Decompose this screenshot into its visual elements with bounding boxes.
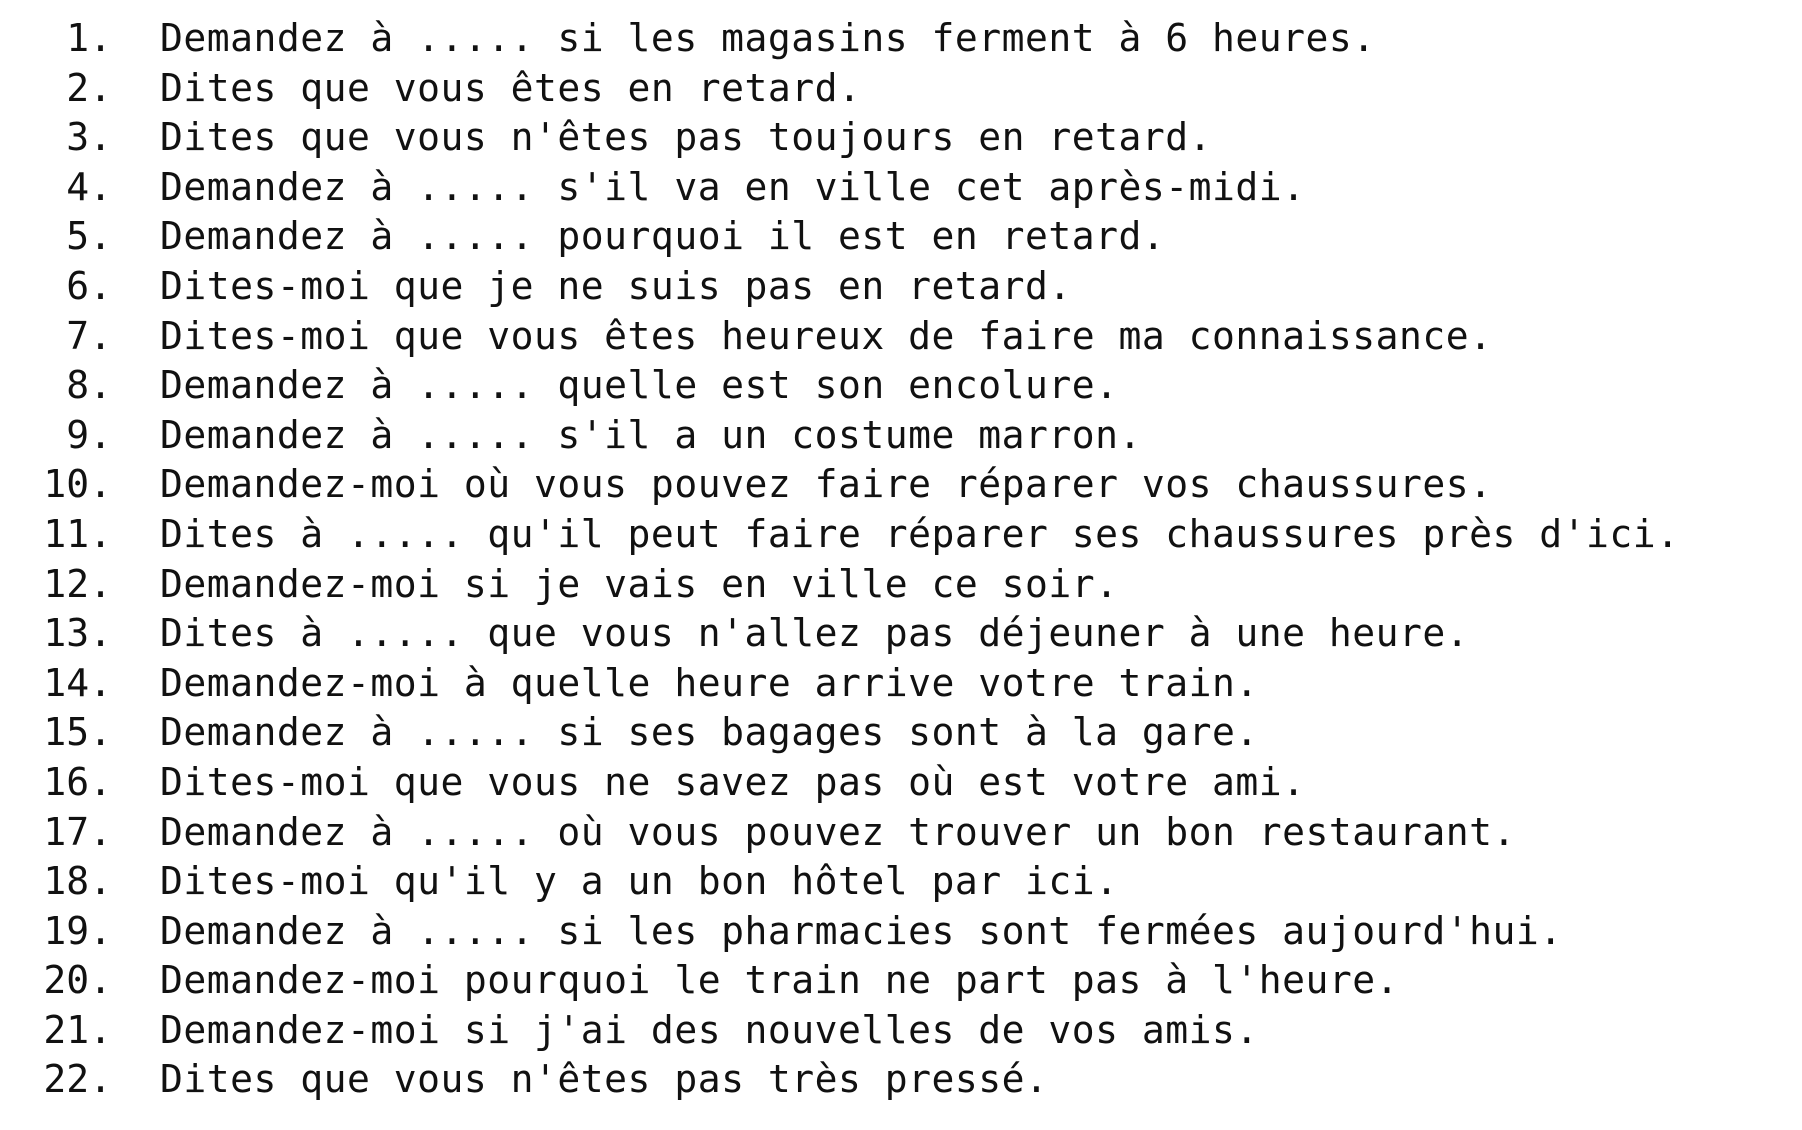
item-number: 5. xyxy=(66,214,112,259)
item-number: 3. xyxy=(66,115,112,160)
item-text: Dites-moi que vous êtes heureux de faire ma connaissance. xyxy=(160,313,1493,358)
item-text: Dites à ..... que vous n'allez pas déjeuner à une heure. xyxy=(160,611,1470,656)
list-item xyxy=(0,14,1802,64)
item-text: Demandez-moi si je vais en ville ce soir. xyxy=(160,561,1119,606)
item-text: Dites-moi qu'il y a un bon hôtel par ici. xyxy=(160,859,1119,904)
item-text: Demandez-moi si j'ai des nouvelles de vos amis. xyxy=(160,1007,1259,1052)
item-number: 6. xyxy=(66,263,112,308)
item-text: Demandez-moi à quelle heure arrive votre train. xyxy=(160,660,1259,705)
item-number: 12. xyxy=(43,561,112,606)
item-number: 10. xyxy=(43,462,112,507)
list-item xyxy=(0,758,1802,808)
item-text: Demandez à ..... s'il va en ville cet après-midi. xyxy=(160,164,1306,209)
item-number: 14. xyxy=(43,660,112,705)
item-text: Demandez-moi où vous pouvez faire réparer vos chaussures. xyxy=(160,462,1493,507)
item-text: Demandez-moi pourquoi le train ne part pas à l'heure. xyxy=(160,958,1400,1003)
list-item xyxy=(0,262,1802,312)
item-text: Demandez à ..... si les magasins ferment à 6 heures. xyxy=(160,16,1376,60)
list-item xyxy=(0,312,1802,362)
item-number: 2. xyxy=(66,65,112,110)
item-text: Demandez à ..... s'il a un costume marron. xyxy=(160,412,1142,457)
list-item xyxy=(0,560,1802,610)
list-item xyxy=(0,956,1802,1006)
list-item xyxy=(0,609,1802,659)
item-number: 18. xyxy=(43,859,112,904)
list-item xyxy=(0,64,1802,114)
list-item xyxy=(0,212,1802,262)
list-item xyxy=(0,113,1802,163)
list-item xyxy=(0,1006,1802,1056)
item-text: Dites-moi que vous ne savez pas où est votre ami. xyxy=(160,759,1306,804)
item-text: Demandez à ..... où vous pouvez trouver un bon restaurant. xyxy=(160,809,1516,854)
item-number: 1. xyxy=(66,16,112,60)
item-number: 9. xyxy=(66,412,112,457)
item-number: 8. xyxy=(66,363,112,408)
list-item xyxy=(0,808,1802,858)
list-item xyxy=(0,460,1802,510)
list-item xyxy=(0,411,1802,461)
list-item xyxy=(0,1055,1802,1105)
list-item xyxy=(0,361,1802,411)
item-number: 19. xyxy=(43,908,112,953)
item-number: 15. xyxy=(43,710,112,755)
item-number: 17. xyxy=(43,809,112,854)
exercise-list xyxy=(0,14,1802,1105)
item-text: Dites-moi que je ne suis pas en retard. xyxy=(160,263,1072,308)
item-text: Dites que vous n'êtes pas très pressé. xyxy=(160,1057,1049,1102)
item-number: 7. xyxy=(66,313,112,358)
list-item xyxy=(0,708,1802,758)
list-item xyxy=(0,907,1802,957)
item-number: 20. xyxy=(43,958,112,1003)
item-number: 13. xyxy=(43,611,112,656)
item-number: 21. xyxy=(43,1007,112,1052)
item-text: Demandez à ..... si ses bagages sont à la gare. xyxy=(160,710,1259,755)
item-text: Demandez à ..... si les pharmacies sont fermées aujourd'hui. xyxy=(160,908,1563,953)
item-number: 22. xyxy=(43,1057,112,1102)
list-item xyxy=(0,510,1802,560)
list-item xyxy=(0,857,1802,907)
item-number: 11. xyxy=(43,511,112,556)
list-item xyxy=(0,659,1802,709)
list-item xyxy=(0,163,1802,213)
item-text: Demandez à ..... pourquoi il est en retard. xyxy=(160,214,1166,259)
item-text: Demandez à ..... quelle est son encolure. xyxy=(160,363,1119,408)
item-text: Dites à ..... qu'il peut faire réparer ses chaussures près d'ici. xyxy=(160,511,1680,556)
item-text: Dites que vous êtes en retard. xyxy=(160,65,862,110)
item-number: 4. xyxy=(66,164,112,209)
item-text: Dites que vous n'êtes pas toujours en retard. xyxy=(160,115,1213,160)
item-number: 16. xyxy=(43,759,112,804)
